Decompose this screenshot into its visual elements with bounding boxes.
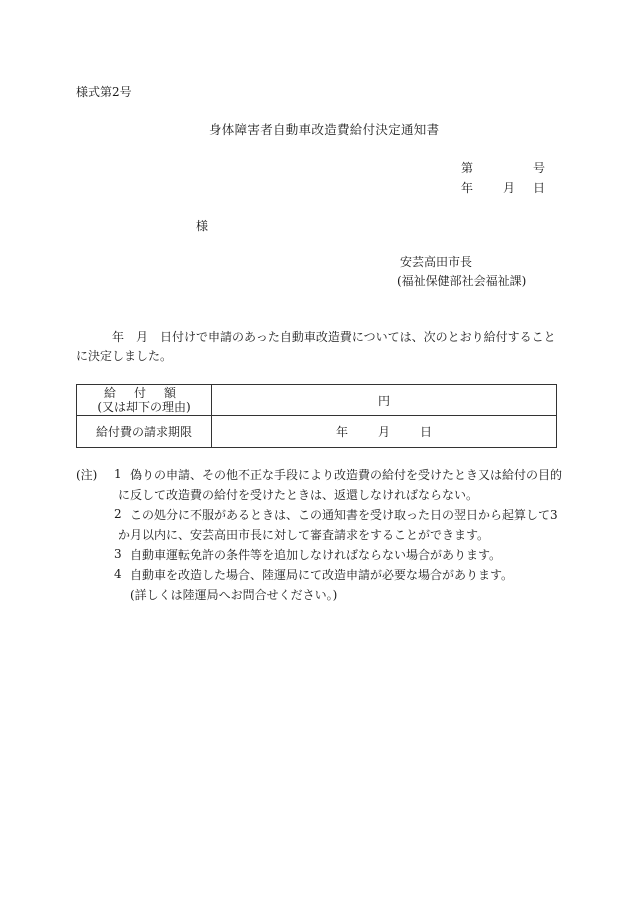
note-3-line-1: 自動車運転免許の条件等を追加しなければならない場合があります。 (130, 548, 502, 562)
doc-number-suffix: 号 (532, 161, 545, 175)
note-4-line-2: (詳しくは陸運局へお問合せください。) (130, 588, 338, 602)
issue-date-day: 日 (532, 181, 545, 195)
note-1-number: 1 (114, 467, 122, 481)
claim-deadline-value (212, 416, 557, 448)
claim-deadline-row (77, 416, 557, 448)
form-number: 様式第2号 (76, 85, 132, 99)
body-line-2: に決定しました。 (76, 349, 173, 363)
note-2-line-1: この処分に不服があるときは、この通知書を受け取った日の翌日から起算して3 (130, 508, 558, 522)
body-line-1: 年 月 日付けで申請のあった自動車改造費については、次のとおり給付すること (112, 330, 556, 344)
issuer-department: (福祉保健部社会福祉課) (397, 274, 527, 288)
claim-deadline-header: 給付費の請求期限 (77, 416, 212, 448)
issue-date-year: 年 (461, 181, 474, 195)
note-4-line-1: 自動車を改造した場合、陸運局にて改造申請が必要な場合があります。 (130, 568, 514, 582)
deadline-month: 月 (377, 425, 390, 439)
note-2-number: 2 (114, 507, 122, 521)
benefit-table (76, 384, 557, 448)
issue-date-month: 月 (503, 181, 516, 195)
issuer-mayor: 安芸高田市長 (400, 255, 473, 269)
rejection-reason-label: (又は却下の理由) (97, 400, 191, 414)
note-4-number: 4 (114, 567, 122, 581)
note-1-line-1: 偽りの申請、その他不正な手段により改造費の給付を受けたとき又は給付の目的 (130, 468, 563, 482)
note-1-line-2: に反して改造費の給付を受けたときは、返還しなければならない。 (118, 488, 479, 502)
benefit-amount-row (77, 385, 557, 416)
deadline-day: 日 (420, 425, 433, 439)
benefit-amount-label: 給付額 (103, 386, 194, 400)
benefit-amount-value: 円 (212, 385, 557, 416)
document-title: 身体障害者自動車改造費給付決定通知書 (209, 122, 440, 137)
doc-number-prefix: 第 (461, 161, 474, 175)
notes-label: (注) (76, 468, 98, 482)
benefit-amount-header (77, 385, 212, 416)
decision-body-text (76, 328, 560, 366)
deadline-year: 年 (335, 425, 348, 439)
note-3-number: 3 (114, 547, 122, 561)
note-2-line-2: か月以内に、安芸高田市長に対して審査請求をすることができます。 (118, 528, 490, 542)
addressee-suffix: 様 (196, 219, 209, 233)
